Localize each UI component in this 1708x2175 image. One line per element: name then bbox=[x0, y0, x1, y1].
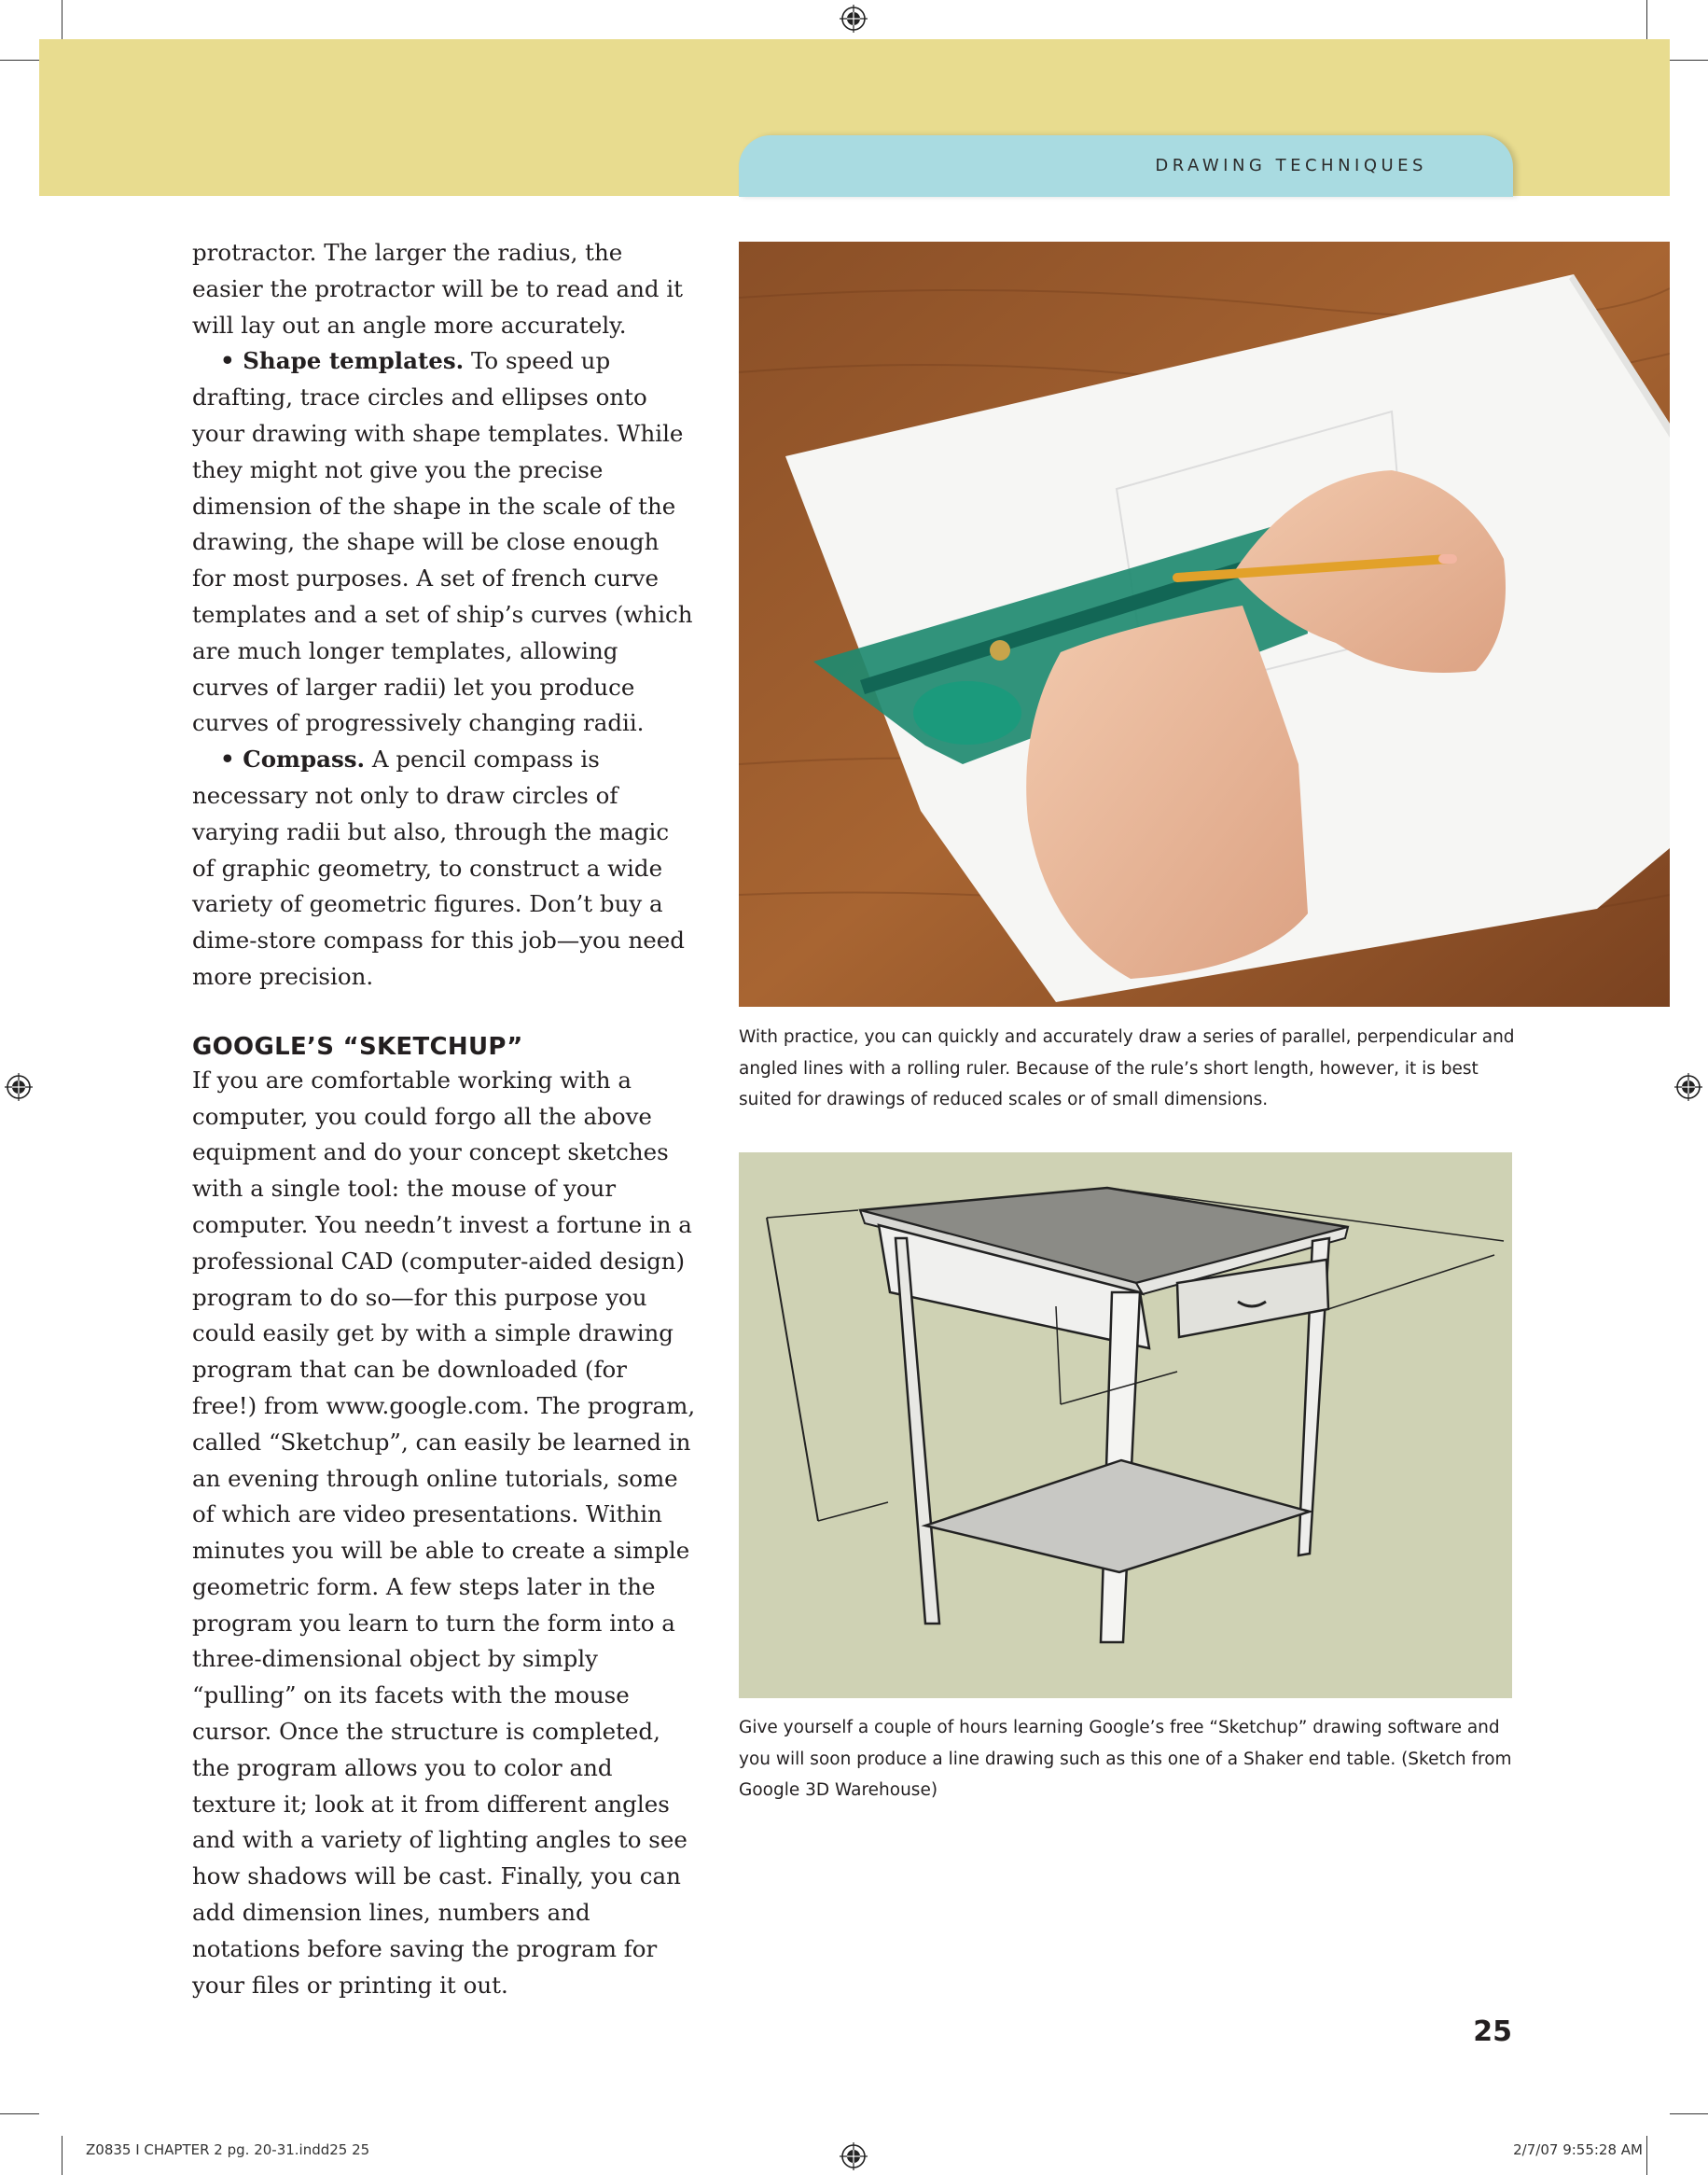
crop-mark bbox=[1670, 60, 1708, 61]
text-compass: A pencil compass is necessary not only to draw circles of varying radii but also, through the magic of graphic geometry, to construct a wide variety of geometric figures. Don’t buy a dime-store compass for this job—you need more precision. bbox=[192, 746, 685, 990]
section-tab bbox=[739, 135, 1513, 197]
sketch-caption: Give yourself a couple of hours learning Google’s free “Sketchup” drawing software and you will soon produce a line drawing such as this one of a Shaker end table. (Sketch from Google 3D Warehouse) bbox=[739, 1718, 1512, 1800]
page-number: 25 bbox=[1473, 2015, 1512, 2048]
paragraph-compass bbox=[192, 742, 696, 996]
section-label: DRAWING TECHNIQUES bbox=[1155, 156, 1427, 175]
crop-mark bbox=[0, 60, 39, 61]
slug-timestamp: 2/7/07 9:55:28 AM bbox=[1513, 2141, 1643, 2158]
rolling-ruler-photo bbox=[739, 242, 1670, 1007]
text-shape-templates: To speed up drafting, trace circles and ellipses onto your drawing with shape templates. While they might not give you the precise dimension of the shape in the scale of the drawing, the shape will be close enough for most purposes. A set of french curve templates and a set of ship’s curves (which are much longer templates, allowing curves of larger radii) let you produce curves of progressively changing radii. bbox=[192, 347, 693, 737]
paragraph-protractor: protractor. The larger the radius, the easier the protractor will be to read and it will lay out an angle more accurately. bbox=[192, 239, 683, 339]
crop-mark bbox=[1646, 0, 1647, 39]
shaker-table-sketch bbox=[739, 1152, 1512, 1698]
registration-target-icon bbox=[1674, 1073, 1702, 1101]
crop-mark bbox=[1670, 2113, 1708, 2114]
paragraph-shape-templates bbox=[192, 343, 696, 742]
crop-mark bbox=[0, 2113, 39, 2114]
body-text-column bbox=[192, 235, 696, 2003]
photo-caption: With practice, you can quickly and accurately draw a series of parallel, perpendicular and angled lines with a rolling ruler. Because of the rule’s short length, however, it is best suited for drawings of reduced scales or of small dimensions. bbox=[739, 1027, 1515, 1109]
paragraph-sketchup: If you are comfortable working with a computer, you could forgo all the above equipment and do your concept sketches with a single tool: the mouse of your computer. You needn’t invest a fortune in a professional CAD (computer-aided design) program to do so—for this purpose you could easily get by with a simple drawing program that can be downloaded (for free!) from www.google.com. The program, called “Sketchup”, can easily be learned in an evening through online tutorials, some of which are video presentations. Within minutes you will be able to create a simple geometric form. A few steps later in the program you learn to turn the form into a three-dimensional object by simply “pulling” on its facets with the mouse cursor. Once the structure is completed, the program allows you to color and texture it; look at it from different angles and with a variety of lighting angles to see how shadows will be cast. Finally, you can add dimension lines, numbers and notations before saving the program for your files or printing it out. bbox=[192, 1066, 696, 1999]
term-compass: • Compass. bbox=[220, 746, 366, 774]
crop-mark bbox=[1646, 2136, 1647, 2175]
term-shape-templates: • Shape templates. bbox=[220, 347, 465, 375]
registration-target-icon bbox=[840, 2142, 868, 2170]
section-heading: GOOGLE’S “SKETCHUP” bbox=[192, 1032, 523, 1061]
slug-file-info: Z0835 I CHAPTER 2 pg. 20-31.indd25 25 bbox=[86, 2141, 370, 2158]
registration-target-icon bbox=[5, 1073, 33, 1101]
registration-target-icon bbox=[840, 5, 868, 33]
